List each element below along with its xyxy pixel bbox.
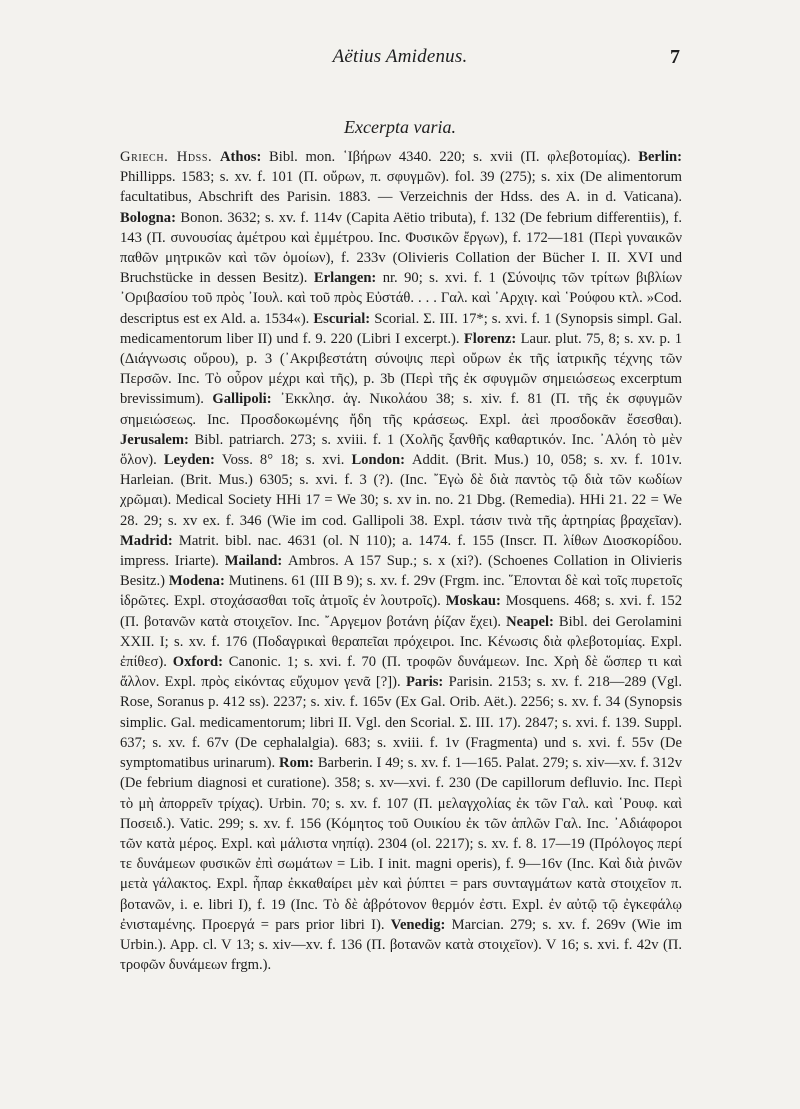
lead-label: Griech. Hdss.	[120, 149, 213, 165]
library-description: Matrit. bibl. nac. 4631 (ol. N 110); a. 1474. f. 155 (Inscr. Π. λίθων Διοσκορίδου. impress. Iriarte).	[120, 532, 682, 570]
body-text	[120, 147, 682, 975]
library-description: Parisin. 2153; s. xv. f. 218—289 (Vgl. Rose, Soranus p. 412 ss). 2237; s. xiv. f. 165v (Ex Gal. Orib. Aët.). 2256; s. xv. f. 34 (Synopsis simplic. Gal. medicamentorum; libri II. Vgl. den Scorial. Σ. III. 17). 2847; s. xvi. f. 139. Suppl. 637; s. xv. f. 67v (De cephalalgia). 683; s. xviii. f. 1v (Fragmenta) und s. xvi. f. 55v (De symptomatibus urinarum).	[120, 674, 682, 772]
running-title: Aëtius Amidenus.	[332, 46, 468, 67]
section-title: Excerpta varia.	[344, 117, 456, 137]
library-location: Modena:	[168, 573, 229, 590]
entry-list	[120, 149, 682, 973]
library-location: Gallipoli:	[212, 391, 281, 408]
library-location: Escurial:	[313, 310, 375, 327]
library-description: Ambros. A 157 Sup.; s. x (xi?). (Schoenes Collation in Olivieris Besitz.)	[120, 553, 682, 590]
library-location: Paris:	[406, 674, 449, 691]
library-description: Addit. (Brit. Mus.) 10, 058; s. xv. f. 101v. Harleian. (Brit. Mus.) 6305; s. xvi. f. 3 (?). (Inc. ῎Εγὼ δὲ διὰ παντὸς τῷ διὰ τῶν κωδίων χρῶμαι). Medical Society HHi 17 = We 30; s. xv in. no. 21 Dbg. (Remedia). HHi 21. 22 = We 28. 29; s. xv ex. f. 346 (Wie im cod. Gallipoli 38. Expl. τάσιν τινὰ τῆς ἀρτηρίας βραχεῖαν).	[120, 452, 682, 529]
library-description: Barberin. I 49; s. xv. f. 1—165. Palat. 279; s. xiv—xv. f. 312v (De febrium diagnosi et curatione). 358; s. xv—xvi. f. 230 (De capillorum defluvio. Inc. Περὶ τὸ μὴ ἀπορρεῖν τρίχας). Urbin. 70; s. xv. f. 107 (Π. μελαγχολίας ἐκ τῶν Γαλ. καὶ ῾Ρουφ. καὶ Ποσειδ.). Vatic. 299; s. xv. f. 156 (Κόμητος τοῦ Ουικίου ἐκ τῶν ἁπλῶν Γαλ. Inc. ᾿Αδιάφοροι τῶν κατὰ μέρος. Expl. καὶ μάλιστα νηπίᾳ). 2304 (ol. 2217); s. xv. f. 8. 17—19 (Πρόλογος περί τε δυνάμεων φυσικῶν ἐπὶ σωμάτων = Lib. I init. magni operis), f. 9—16v (Inc. Καὶ διὰ ῥινῶν μετὰ γάλακτος. Expl. ἧπαρ ἐκκαθαίρει μὲν καὶ ῥύπτει = pars συνταγμάτων κατὰ στοιχεῖον π. βοτανῶν, i. e. libri I), f. 19 (Inc. Τὸ δὲ ἀβρότονον θερμόν ἐστι. Expl. ἐν αὐτῷ τῷ ἐγκεφάλῳ ἐνισταμένης. Προεργά = pars prior libri I).	[120, 755, 682, 933]
library-location: Berlin:	[638, 149, 682, 165]
library-entry	[157, 452, 345, 468]
library-location: Moskau:	[445, 593, 506, 610]
library-location: Bologna:	[120, 209, 181, 226]
library-location: Rom:	[279, 755, 318, 772]
library-description: Bibl. dei Gerolamini XXII. I; s. xv. f. 176 (Ποδαγρικαὶ θεραπεῖαι πρόχειροι. Inc. Κένωσις διὰ φλεβοτομίας. Expl. ἐπίθεσ).	[120, 613, 682, 671]
library-description: nr. 90; s. xvi. f. 1 (Σύνοψις τῶν τρίτων βιβλίων ᾿Οριβασίου τοῦ πρὸς ᾿Ιουλ. καὶ τοῦ πρὸς Εὐστάθ. . . . Γαλ. καὶ ᾿Αρχιγ. καὶ ῾Ρούφου κτλ. »Cod. descriptus est ex Ald. a. 1534«).	[120, 270, 682, 327]
library-description: Laur. plut. 75, 8; s. xv. p. 1 (Διάγνωσις οὔρου), p. 3 (᾿Ακριβεστάτη σύνοψις περὶ οὔρων ἐκ τῆς ἰατρικῆς τέχνης τῶν Περσῶν. Inc. Τὸ οὖρον μέχρι καὶ τῆς), p. 3b (Περὶ τῆς ἐκ σφυγμῶν σημειώσεως excerptum brevissimum).	[120, 330, 683, 408]
library-description: Bibl. mon. ῾Ιβήρων 4340. 220; s. xvii (Π. φλεβοτομίας).	[269, 149, 631, 165]
library-location: Erlangen:	[313, 270, 383, 287]
library-location: Madrid:	[120, 532, 179, 549]
library-description: Phillipps. 1583; s. xv. f. 101 (Π. οὔρων, π. σφυγμῶν). fol. 39 (275); s. xix (De alimentorum facultatibus, Abschrift des Parisin. 1883. — Verzeichnis der Hdss. des A. in d. Vaticana).	[120, 169, 682, 206]
library-description: Bibl. patriarch. 273; s. xviii. f. 1 (Χολῆς ξανθῆς καθαρτικόν. Inc. ᾿Αλόη τὸ μὲν ὅλον).	[120, 431, 683, 469]
library-entry	[120, 755, 682, 933]
library-location: Mailand:	[224, 553, 289, 570]
library-description: Marcian. 279; s. xv. f. 269v (Wie im Urbin.). App. cl. V 13; s. xiv—xv. f. 136 (Π. βοτανῶν κατὰ στοιχεῖον). V 16; s. xvi. f. 42v (Π. τροφῶν δυνάμεων frgm.).	[120, 916, 683, 974]
library-description: Mosquens. 468; s. xvi. f. 152 (Π. βοτανῶν κατὰ στοιχεῖον. Inc. ῎Αργεμον βοτάνη ῥίζαν ἔχει).	[120, 593, 682, 630]
library-location: London:	[351, 452, 413, 469]
library-description: ᾿Εκκλησ. ἁγ. Νικολάου 38; s. xiv. f. 81 (Π. τῆς ἐκ σφυγμῶν σημειώσεως. Inc. Προσδοκωμένης ἤδη τῆς κράσεως. Expl. ἀεὶ προσδοκᾶν ἔσεσθαι).	[120, 391, 682, 428]
library-description: Canonic. 1; s. xvi. f. 70 (Π. τροφῶν δυνάμεων. Inc. Χρὴ δὲ ὥσπερ τι καὶ ἄλλον. Expl. πρὸς εἰκόντας εὔχυμον γενᾶ [?]).	[120, 654, 682, 691]
library-location: Leyden:	[163, 452, 222, 469]
library-entry	[220, 149, 631, 165]
library-description: Mutinens. 61 (III B 9); s. xv. f. 29v (Frgm. inc. ῞Επονται δὲ καὶ τοῖς πυρετοῖς ἱδρῶτες. Expl. στοχάσασθαι τοῖς ἀτμοῖς ἐν λουτροῖς).	[120, 573, 683, 610]
running-head	[0, 46, 800, 72]
library-location: Venedig:	[390, 916, 452, 933]
library-location: Florenz:	[463, 330, 521, 347]
library-description: Voss. 8° 18; s. xvi.	[221, 452, 345, 469]
library-entry	[120, 391, 682, 427]
library-description: Bonon. 3632; s. xv. f. 114v (Capita Aëtio tributa), f. 132 (De febrium differentiis), f. 143 (Π. συνουσίας ἀμέτρου καὶ ἐμμέτρου. Inc. Φυσικῶν ἔργων), f. 172—181 (Περὶ γυναικῶν παθῶν μητρικῶν καὶ τῶν ὁμοίων), f. 233v (Olivieris Collation der Bücher I. II. XVI und Bruchstücke in dessen Besitz).	[120, 209, 682, 287]
library-location: Athos:	[219, 149, 270, 165]
library-location: Jerusalem:	[120, 431, 195, 448]
library-description: Scorial. Σ. III. 17*; s. xvi. f. 1 (Synopsis simpl. Gal. medicamentorum liber II) und f. 9. 220 (Libri I excerpt.).	[120, 310, 683, 347]
paragraph	[120, 147, 682, 975]
library-location: Neapel:	[506, 613, 559, 630]
page-number: 7	[670, 46, 680, 68]
library-location: Oxford:	[172, 654, 229, 671]
